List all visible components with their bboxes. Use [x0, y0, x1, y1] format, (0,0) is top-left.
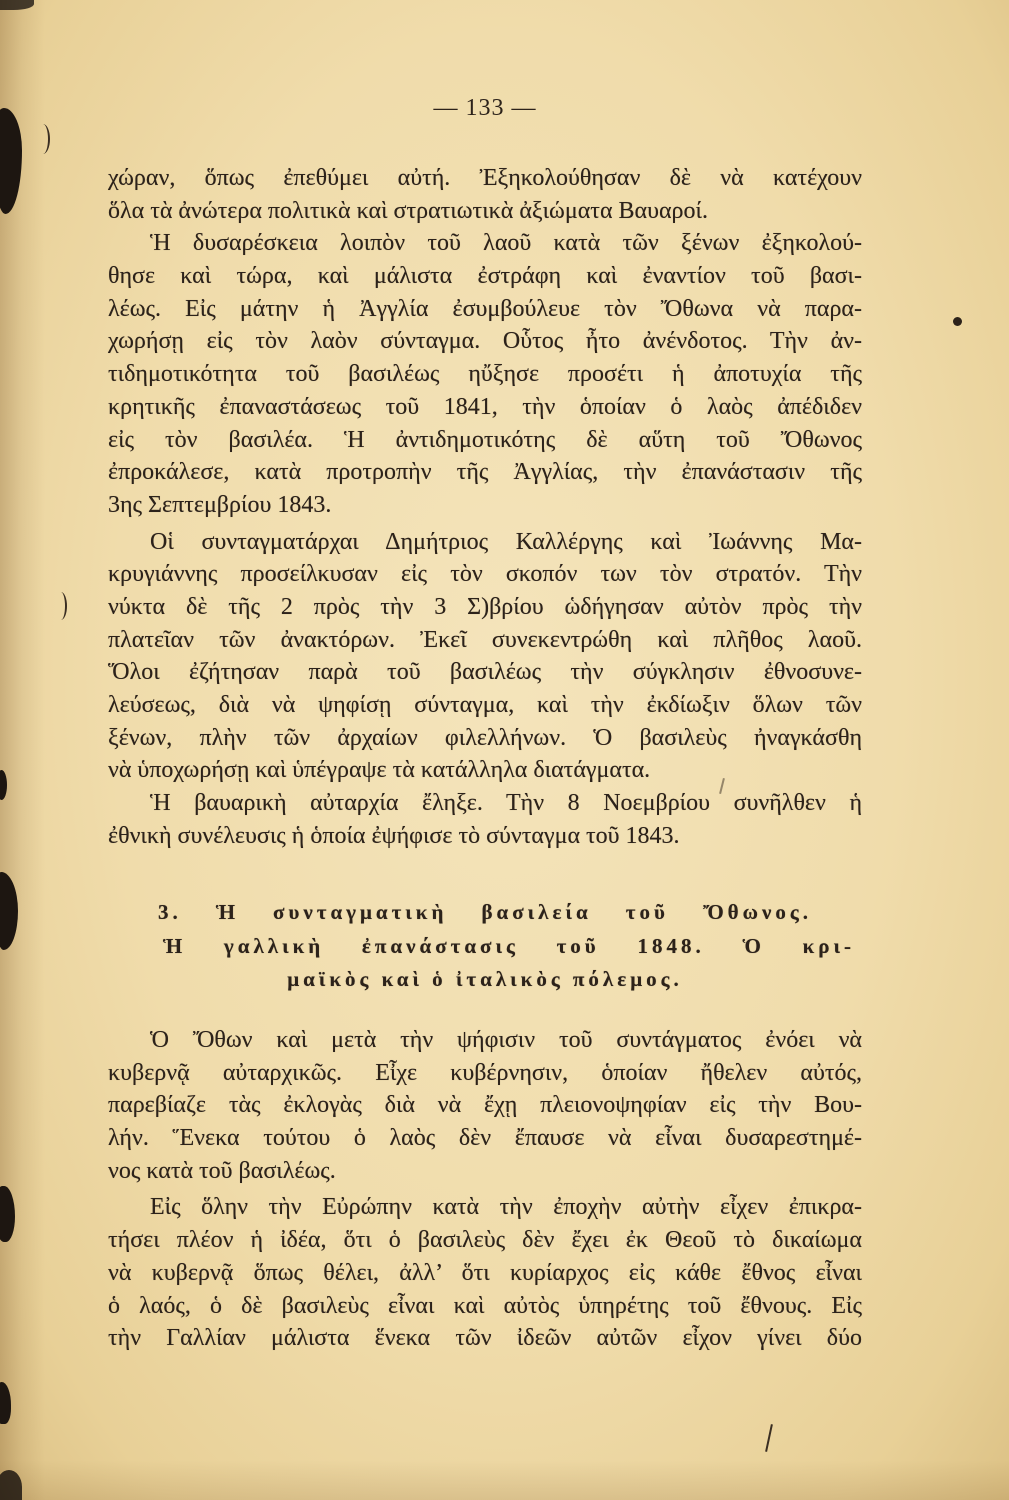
text-line: χώραν, ὅπως ἐπεθύμει αὐτή. Ἐξηκολούθησαν δὲ νὰ κατέχουν: [108, 165, 862, 191]
text-line: πλατεῖαν τῶν ἀνακτόρων. Ἐκεῖ συνεκεντρώθη καὶ πλῆθος λαοῦ.: [108, 626, 862, 653]
text-line: παρεβίαζε τὰς ἐκλογὰς διὰ νὰ ἔχῃ πλειονοψηφίαν εἰς τὴν Βου-: [108, 1092, 862, 1119]
margin-pencil-mark: [36, 124, 50, 154]
body-text-top: [108, 162, 862, 852]
text-line: Ἡ βαυαρικὴ αὐταρχία ἔληξε. Τὴν 8 Νοεμβρίου συνῆλθεν ἡ: [150, 790, 862, 817]
text-line: ξένων, πλὴν τῶν ἀρχαίων φιλελλήνων. Ὁ βασιλεὺς ἠναγκάσθη: [108, 724, 862, 751]
text-line: νύκτα δὲ τῆς 2 πρὸς τὴν 3 Σ)βρίου ὡδήγησαν αὐτὸν πρὸς τὴν: [108, 593, 862, 620]
text-line: λήν. Ἕνεκα τούτου ὁ λαὸς δὲν ἔπαυσε νὰ εἶναι δυσαρεστημέ-: [108, 1125, 862, 1152]
text-line: Ὁ Ὄθων καὶ μετὰ τὴν ψήφισιν τοῦ συντάγματος ἐνόει νὰ: [150, 1027, 862, 1053]
body-text-bottom: [108, 1024, 862, 1355]
text-line: τιδημοτικότητα τοῦ βασιλέως ηὔξησε προσέτι ἡ ἀποτυχία τῆς: [108, 361, 862, 388]
text-line: θησε καὶ τώρα, καὶ μάλιστα ἐστράφη καὶ ἐναντίον τοῦ βασι-: [108, 263, 862, 290]
heading-line: 3. Ἡ συνταγματικὴ βασιλεία τοῦ Ὄθωνος.: [158, 900, 812, 924]
text-line: κυβερνᾷ αὐταρχικῶς. Εἶχε κυβέρνησιν, ὁποίαν ἤθελεν αὐτός,: [108, 1059, 862, 1086]
margin-pencil-mark: [55, 592, 67, 620]
scan-edge-mark: [0, 770, 7, 800]
page-number: — 133 —: [433, 95, 537, 121]
scan-edge-mark: [0, 1470, 22, 1500]
text-line: Οἱ συνταγματάρχαι Δημήτριος Καλλέργης καὶ Ἰωάννης Μα-: [150, 528, 862, 555]
scan-edge-mark: [0, 872, 18, 950]
paragraph: [108, 787, 862, 852]
paragraph: [108, 227, 862, 521]
text-line: λεύσεως, διὰ νὰ ψηφίσῃ σύνταγμα, καὶ τὴν ἐκδίωξιν ὅλων τῶν: [108, 692, 862, 718]
paragraph: [108, 162, 862, 227]
text-line: τήσει πλέον ἡ ἰδέα, ὅτι ὁ βασιλεὺς δὲν ἔχει ἐκ Θεοῦ τὸ δικαίωμα: [108, 1227, 862, 1254]
text-line: τὴν Γαλλίαν μάλιστα ἕνεκα τῶν ἰδεῶν αὐτῶν εἶχον γίνει δύο: [108, 1325, 862, 1352]
text-line: Εἰς ὅλην τὴν Εὐρώπην κατὰ τὴν ἐποχὴν αὐτὴν εἶχεν ἐπικρα-: [150, 1194, 862, 1221]
ink-dot-mark: [953, 317, 962, 326]
text-line: κρητικῆς ἐπαναστάσεως τοῦ 1841, τὴν ὁποίαν ὁ λαὸς ἀπέδιδεν: [108, 393, 862, 420]
text-line: νος κατὰ τοῦ βασιλέως.: [108, 1157, 336, 1184]
scan-edge-mark: [0, 0, 34, 10]
heading-line: Ἡ γαλλικὴ ἐπανάστασις τοῦ 1848. Ὁ κρι-: [163, 933, 855, 958]
text-line: ὅλα τὰ ἀνώτερα πολιτικὰ καὶ στρατιωτικὰ ἀξιώματα Βαυαροί.: [108, 197, 708, 224]
text-line: ἐπροκάλεσε, κατὰ προτροπὴν τῆς Ἀγγλίας, τὴν ἐπανάστασιν τῆς: [108, 459, 862, 486]
paragraph: [108, 1191, 862, 1354]
text-line: νὰ ὑποχωρήσῃ καὶ ὑπέγραψε τὰ κατάλληλα διατάγματα.: [108, 757, 651, 784]
text-line: Ὅλοι ἐζήτησαν παρὰ τοῦ βασιλέως τὴν σύγκλησιν ἐθνοσυνε-: [108, 659, 862, 686]
paragraph: [108, 1024, 862, 1187]
text-line: εἰς τὸν βασιλέα. Ἡ ἀντιδημοτικότης δὲ αὕτη τοῦ Ὄθωνος: [108, 426, 862, 453]
text-line: νὰ κυβερνᾷ ὅπως θέλει, ἀλλ’ ὅτι κυρίαρχος εἰς κάθε ἔθνος εἶναι: [108, 1259, 862, 1286]
pencil-stroke-mark: [765, 1424, 773, 1452]
text-line: κρυγιάννης προσείλκυσαν εἰς τὸν σκοπόν των τὸν στρατόν. Τὴν: [108, 561, 862, 588]
text-line: λέως. Εἰς μάτην ἡ Ἀγγλία ἐσυμβούλευε τὸν Ὄθωνα νὰ παρα-: [108, 295, 862, 322]
heading-line: μαϊκὸς καὶ ὁ ἰταλικὸς πόλεμος.: [287, 967, 683, 991]
text-line: Ἡ δυσαρέσκεια λοιπὸν τοῦ λαοῦ κατὰ τῶν ξένων ἐξηκολού-: [150, 230, 862, 257]
paragraph: [108, 526, 862, 788]
section-heading: [108, 896, 862, 997]
text-line: ὁ λαός, ὁ δὲ βασιλεὺς εἶναι καὶ αὐτὸς ὑπηρέτης τοῦ ἔθνους. Εἰς: [108, 1292, 862, 1319]
text-line: ἐθνικὴ συνέλευσις ἡ ὁποία ἐψήφισε τὸ σύνταγμα τοῦ 1843.: [108, 822, 680, 849]
scan-edge-mark: [0, 1382, 11, 1424]
scan-edge-mark: [0, 1186, 15, 1242]
text-line: 3ης Σεπτεμβρίου 1843.: [108, 491, 332, 518]
text-line: χωρήσῃ εἰς τὸν λαὸν σύνταγμα. Οὗτος ἦτο ἀνένδοτος. Τὴν ἀν-: [108, 328, 862, 355]
